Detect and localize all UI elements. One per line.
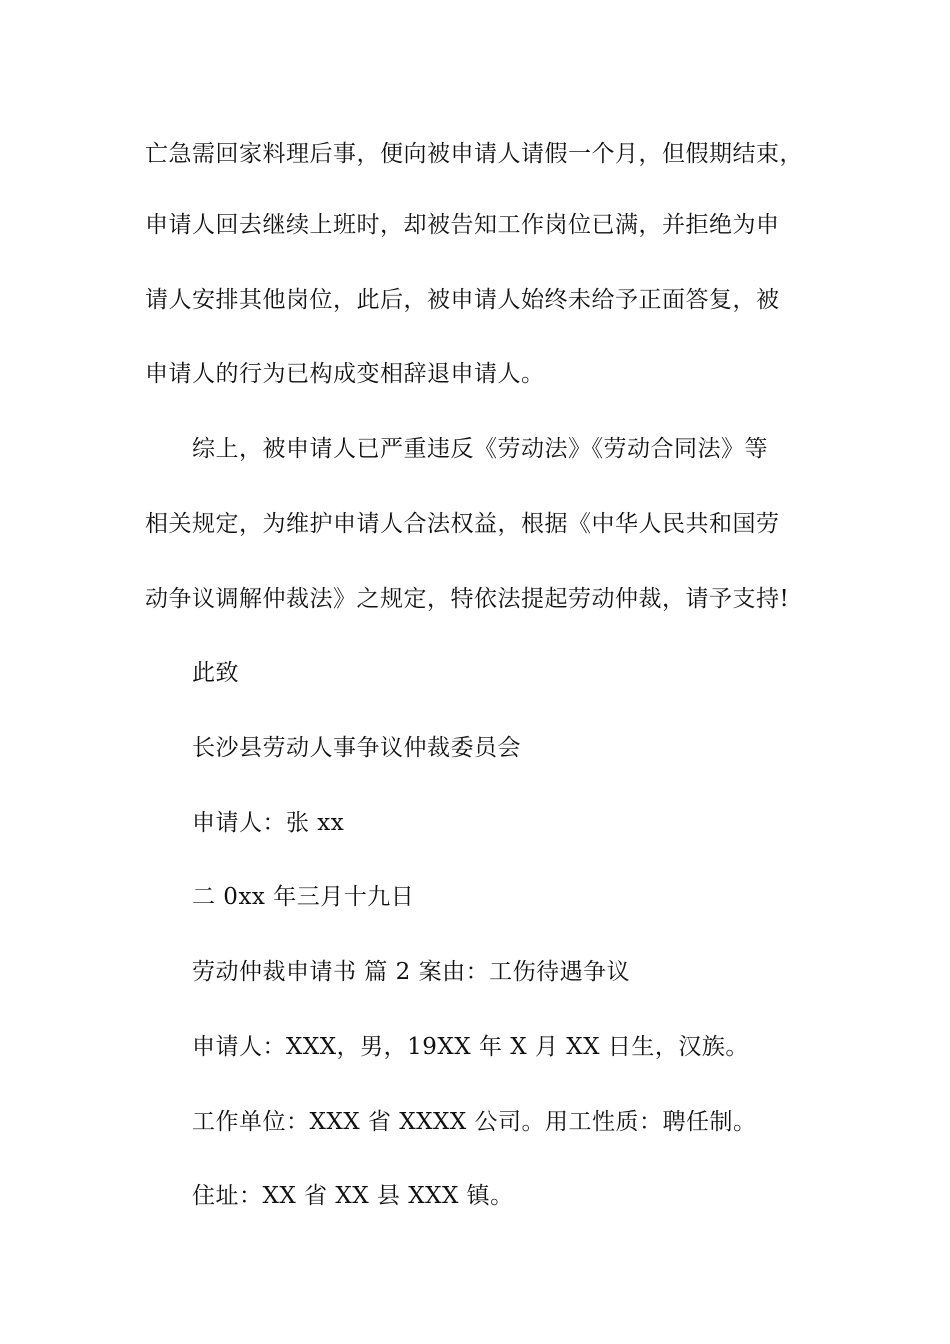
paragraph-1-line-3: 请人安排其他岗位，此后，被申请人始终未给予正面答复，被	[145, 287, 780, 313]
section-2-employer: 工作单位：XXX 省 XXXX 公司。用工性质：聘任制。	[192, 1109, 757, 1135]
section-2-address: 住址：XX 省 XX 县 XXX 镇。	[192, 1183, 514, 1209]
salutation: 此致	[192, 660, 239, 686]
paragraph-2-line-1: 综上，被申请人已严重违反《劳动法》《劳动合同法》等	[192, 436, 768, 462]
paragraph-1-line-1: 亡急需回家料理后事，便向被申请人请假一个月，但假期结束，	[145, 141, 803, 167]
section-2-heading: 劳动仲裁申请书 篇 2 案由：工伤待遇争议	[192, 959, 631, 985]
signature-applicant: 申请人：张 xx	[192, 810, 345, 836]
paragraph-1-line-2: 申请人回去继续上班时，却被告知工作岗位已满，并拒绝为申	[145, 212, 780, 238]
signature-date: 二 0xx 年三月十九日	[192, 884, 415, 910]
paragraph-2-line-3: 动争议调解仲裁法》之规定，特依法提起劳动仲裁，请予支持!	[145, 586, 790, 612]
paragraph-1-line-4: 申请人的行为已构成变相辞退申请人。	[145, 361, 545, 387]
recipient: 长沙县劳动人事争议仲裁委员会	[192, 735, 521, 761]
section-2-applicant: 申请人：XXX，男，19XX 年 X 月 XX 日生，汉族。	[192, 1034, 749, 1060]
paragraph-2-line-2: 相关规定，为维护申请人合法权益，根据《中华人民共和国劳	[145, 511, 780, 537]
